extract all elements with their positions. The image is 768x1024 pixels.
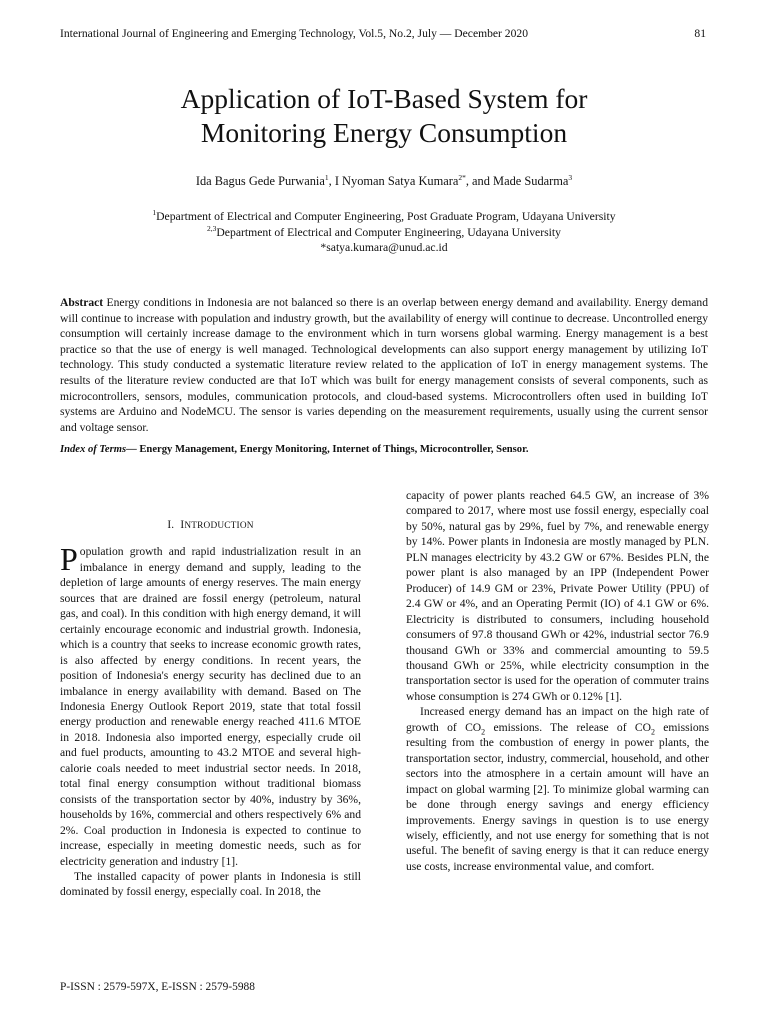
author-separator: , and <box>465 174 494 188</box>
author-1-affiliation: 1 <box>324 172 329 182</box>
title-line-2: Monitoring Energy Consumption <box>200 117 568 148</box>
abstract-text: Energy conditions in Indonesia are not balanced so there is an overlap between energy demand and availability. Energy demand will continue to increase with population and industry growth, but the availability of energy will continue to decrease. Uncontrolled energy consumption will certainly increase damage to the environment which in turn worsens global warming. Energy management is a best practice so that the use of energy is well managed. Technological developments can also support energy management by utilizing IoT technology. This study conducted a systematic literature review related to the application of IoT in energy management systems. The results of the literature review conducted are that IoT which was built for energy management consists of several components, such as microcontrollers, sensors, modules, communication protocols, and cloud-based systems. Microcontrollers often used in building IoT systems are Arduino and NodeMCU. The sensor is varies depending on the measurement requirements, usually using the current sensor and voltage sensor. <box>60 296 708 434</box>
left-column <box>60 518 361 900</box>
index-terms-list: Energy Management, Energy Monitoring, Internet of Things, Microcontroller, Sensor. <box>136 444 529 455</box>
abstract-label: Abstract <box>60 296 104 309</box>
author-list <box>60 174 708 189</box>
issn-footer: P-ISSN : 2579-597X, E-ISSN : 2579-5988 <box>60 981 255 993</box>
corresponding-email: *satya.kumara@unud.ac.id <box>320 241 448 255</box>
author-3: Made Sudarma <box>493 174 569 188</box>
author-2: I Nyoman Satya Kumara <box>334 174 459 188</box>
paper-title <box>80 82 688 150</box>
abstract <box>60 295 708 435</box>
author-3-affiliation: 3 <box>568 172 573 182</box>
affiliation-1: $^1$Department of Electrical and Computer Engineering, Post Graduate Program, Udayana University <box>152 208 616 223</box>
paragraph: The installed capacity of power plants in Indonesia is still dominated by fossil energy, especially coal. In 2018, the <box>60 869 361 899</box>
affiliations <box>60 209 708 256</box>
title-line-1: Application of IoT-Based System for <box>180 83 588 114</box>
page-number: 81 <box>694 27 706 40</box>
affiliation-2: $^{2,3}$Department of Electrical and Computer Engineering, Udayana University <box>206 223 562 239</box>
author-1: Ida Bagus Gede Purwania <box>195 174 325 188</box>
journal-citation: International Journal of Engineering and Emerging Technology, Vol.5, No.2, July — December 2020 <box>60 27 528 40</box>
index-terms-label: Index of Terms <box>60 444 127 455</box>
right-column <box>406 488 709 874</box>
drop-cap: P <box>60 541 78 578</box>
paragraph: Increased energy demand has an impact on the high rate of growth of $CO_2$ emissions. The release of $CO_2$ emissions resulting from the combustion of energy in power plants, the transportation sector, industry, commercial, household, and other sectors into the atmosphere in a certain amount will have an impact on global warming [2]. To minimize global warming can be done through energy savings and energy efficiency improvements. Energy savings in question is to use energy wisely, efficiently, and not use energy for something that is not useful. The benefit of saving energy is that it can reduce energy use costs, increase environmental value, and comfort. <box>406 705 709 873</box>
index-terms: Index of Terms— Energy Management, Energy Monitoring, Internet of Things, Microcontroller, Sensor. <box>60 444 529 455</box>
paragraph: capacity of power plants reached 64.5 GW, an increase of 3% compared to 2017, where most use fossil energy, especially coal by 50%, natural gas by 29%, fuel by 7%, and renewable energy by 14%. Power plants in Indonesia are mostly managed by PLN. PLN manages electricity by 43.2 GW or 67%. Besides PLN, the power plant is also managed by an IPP (Independent Power Producer) of 14.9 GM or 23%, Private Power Utility (PPU) of 2.4 GW or 4%, and an Operating Permit (IO) of 4.1 GW or 6%. Electricity is distributed to consumers, including household consumers of 97.8 thousand GWh or 42%, industrial sector 76.9 thousand GWh or 33% and commercial amounting to 59.5 thousand GWh or 25%, while electricity consumption in the transportation sector is used for the operation of commuter trains whose consumption is 274 GWh or 0.12% [1]. <box>406 489 709 703</box>
section-heading: I. INTRODUCTION <box>167 519 254 531</box>
running-header <box>60 27 706 40</box>
paragraph: Population growth and rapid industrialization result in an imbalance in energy demand and supply, leading to the depletion of large amounts of energy reserves. The main energy sources that are drained are fossil energy (petroleum, natural gas, and coal). In this condition with high energy demand, it will certainly encourage economic and industrial growth. Indonesia, which is a country that seeks to increase economic growth rates, is also affected by energy conditions. In recent years, the position of Indonesia's energy security has declined due to an imbalance in energy availability with demand. Based on The Indonesia Energy Outlook Report 2019, state that total fossil energy production and renewable energy reached 411.6 MTOE in 2018. Indonesia also imported energy, especially crude oil and fuel products, amounting to 43.2 MTOE and several high-calorie coals needed to meet industrial sector needs. In 2018, total final energy consumption without traditional biomass consists of the transportation sector by 40%, industry by 36%, households by 16%, commercial and others respectively 6% and 2%. Coal production in Indonesia is expected to continue to increase, especially in meeting domestic needs, such as for electricity generation and industry [1]. <box>60 541 361 868</box>
author-separator: , <box>328 174 335 188</box>
author-2-affiliation: 2* <box>458 172 466 182</box>
